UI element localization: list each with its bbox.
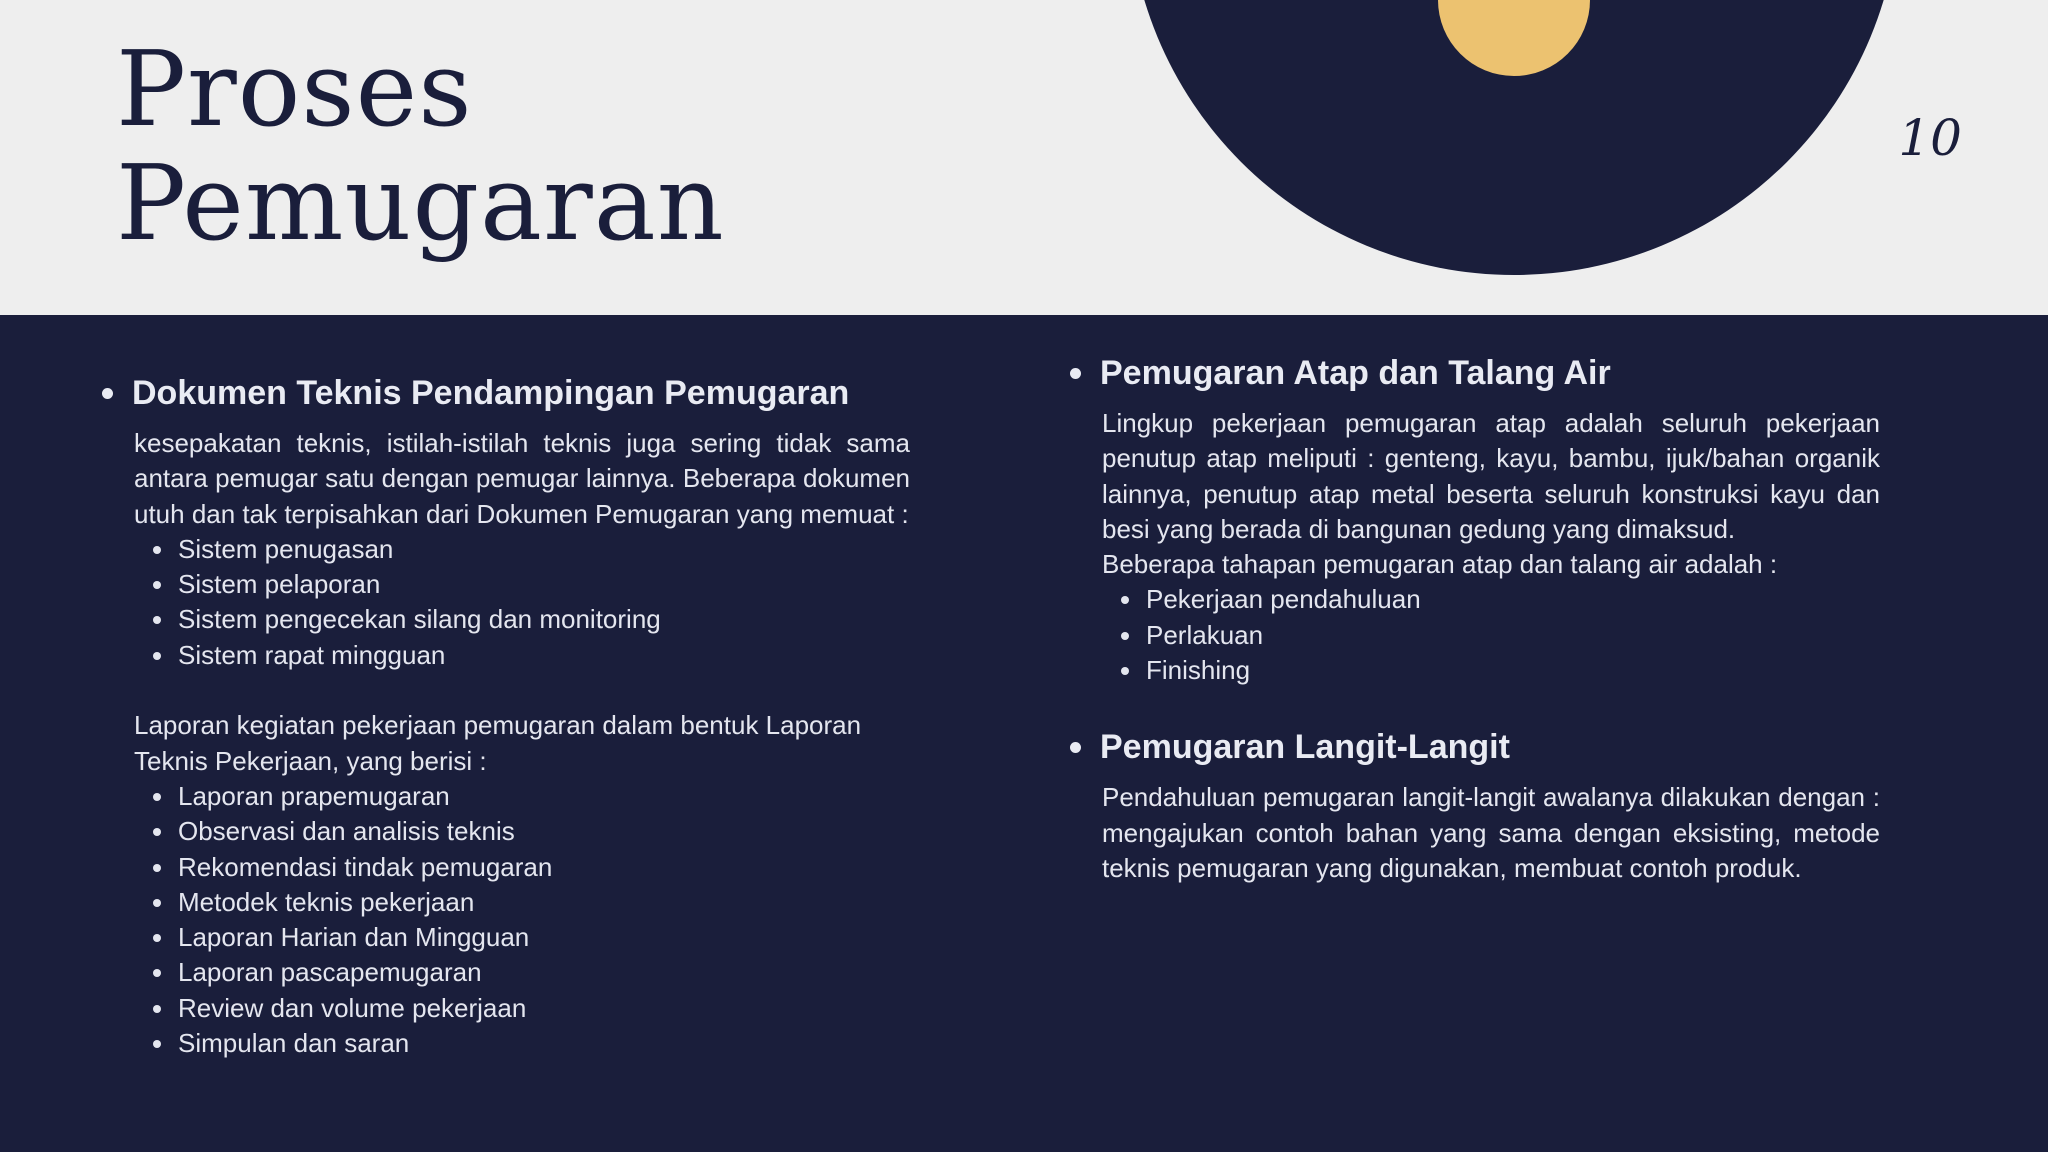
paragraph: Lingkup pekerjaan pemugaran atap adalah seluruh pekerjaan penutup atap meliputi : genteng, kayu, bambu, ijuk/bahan organik lainnya, penutup atap metal beserta seluruh konstruksi kayu dan besi yang berada di bangunan gedung yang dimaksud. [1102,408,1880,544]
section-dokumen-teknis [100,368,910,1061]
list-item: Laporan pascapemugaran [178,955,910,990]
list-item: Sistem penugasan [178,532,910,567]
section-body [1102,780,1880,886]
paragraph: Pendahuluan pemugaran langit-langit awalanya dilakukan dengan : mengajukan contoh bahan yang sama dengan eksisting, metode teknis pemugaran yang digunakan, membuat contoh produk. [1102,782,1880,883]
section-heading: Pemugaran Langit-Langit [1068,722,1880,772]
title-line-2: Pemugaran [116,142,725,264]
list-item: Laporan prapemugaran [178,779,910,814]
list-item: Metodek teknis pekerjaan [178,885,910,920]
title-line-1: Proses [116,28,473,150]
section-body [1102,406,1880,688]
paragraph: kesepakatan teknis, istilah-istilah teknis juga sering tidak sama antara pemugar satu dengan pemugar lainnya. Beberapa dokumen utuh dan tak terpisahkan dari Dokumen Pemugaran yang memuat : [134,428,910,529]
section-langit-langit [1068,722,1880,886]
list-item: Pekerjaan pendahuluan [1146,582,1880,617]
list-item: Simpulan dan saran [178,1026,910,1061]
left-column [100,368,910,1061]
bullet-list [134,779,910,1061]
list-item: Perlakuan [1146,618,1880,653]
list-item: Finishing [1146,653,1880,688]
list-item: Sistem pengecekan silang dan monitoring [178,602,910,637]
paragraph: Laporan kegiatan pekerjaan pemugaran dalam bentuk Laporan Teknis Pekerjaan, yang berisi : [134,710,862,776]
bullet-list [134,532,910,673]
list-item: Sistem rapat mingguan [178,638,910,673]
page-number: 10 [1898,109,1962,167]
list-item: Review dan volume pekerjaan [178,991,910,1026]
right-column [1068,348,1880,886]
slide-title [116,28,725,264]
section-body [134,426,910,1061]
spacer [134,673,910,708]
list-item: Sistem pelaporan [178,567,910,602]
section-heading: Dokumen Teknis Pendampingan Pemugaran [100,368,910,418]
bullet-list [1102,582,1880,688]
paragraph: Beberapa tahapan pemugaran atap dan talang air adalah : [1102,549,1778,580]
section-heading: Pemugaran Atap dan Talang Air [1068,348,1880,398]
list-item: Rekomendasi tindak pemugaran [178,850,910,885]
list-item: Observasi dan analisis teknis [178,814,910,849]
list-item: Laporan Harian dan Mingguan [178,920,910,955]
section-atap-talang [1068,348,1880,688]
